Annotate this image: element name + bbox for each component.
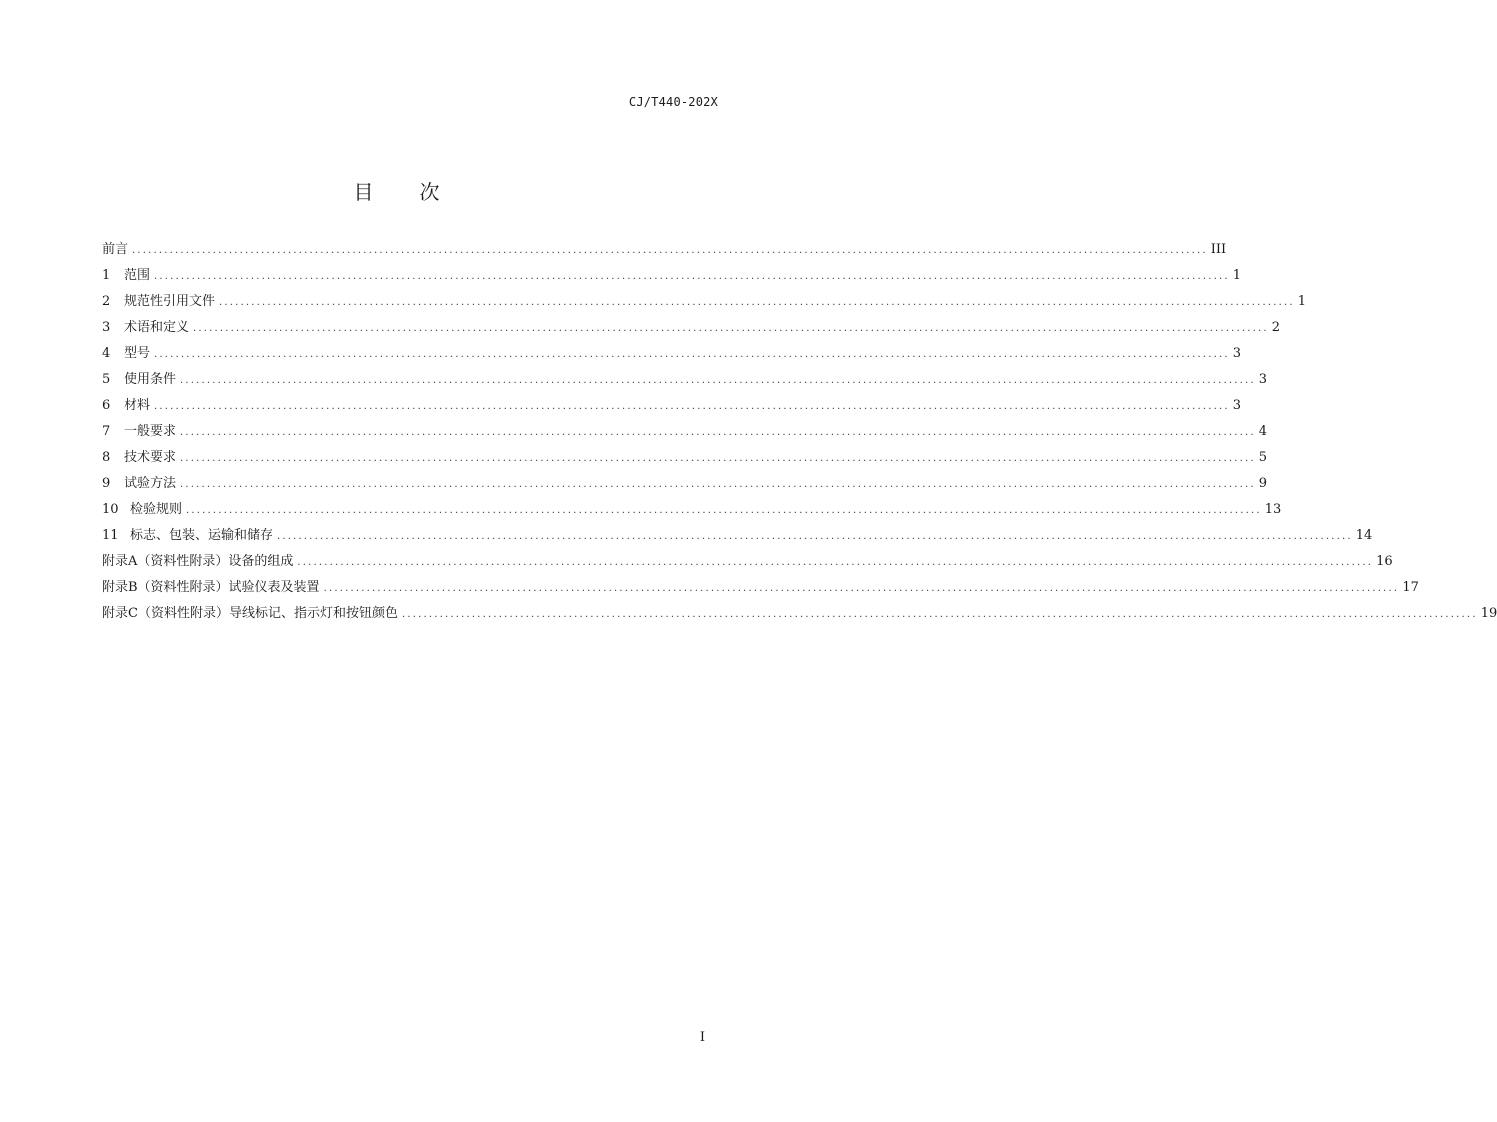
page-title: 目次 bbox=[353, 180, 486, 204]
toc-entry-page: 14 bbox=[1355, 528, 1373, 543]
toc-entry-number: 11 bbox=[102, 528, 119, 543]
toc-leader-dots: ........................................................................................................................................................................................................ bbox=[277, 531, 1353, 542]
toc-entry-label bbox=[102, 237, 128, 263]
toc-entry-label bbox=[102, 497, 182, 523]
toc-entry-page: 2 bbox=[1271, 320, 1281, 335]
toc-entry[interactable] bbox=[102, 237, 1227, 263]
toc-entry-text: 材料 bbox=[124, 398, 151, 413]
toc-entry-text: 使用条件 bbox=[124, 372, 177, 387]
toc-entry-number: 4 bbox=[102, 346, 111, 361]
toc-entry[interactable] bbox=[102, 393, 1242, 419]
toc-entry[interactable] bbox=[102, 341, 1242, 367]
toc-entry-page: 3 bbox=[1258, 372, 1268, 387]
toc-leader-dots: ........................................................................................................................................................................................................ bbox=[401, 609, 1478, 620]
toc-leader-dots: ........................................................................................................................................................................................................ bbox=[219, 297, 1295, 308]
toc-entry[interactable] bbox=[102, 445, 1268, 471]
table-of-contents bbox=[102, 237, 1497, 627]
toc-leader-dots: ........................................................................................................................................................................................................ bbox=[186, 505, 1262, 516]
toc-leader-dots: ........................................................................................................................................................................................................ bbox=[132, 245, 1208, 256]
toc-entry-page: 4 bbox=[1258, 424, 1268, 439]
toc-entry-label bbox=[102, 575, 320, 601]
toc-entry-page: 17 bbox=[1402, 580, 1419, 595]
toc-entry-page: 9 bbox=[1258, 476, 1268, 491]
toc-entry-number: 5 bbox=[102, 372, 111, 387]
toc-entry-page: 1 bbox=[1232, 268, 1242, 283]
toc-entry-text: 附录A（资料性附录）设备的组成 bbox=[102, 554, 294, 569]
toc-leader-dots: ........................................................................................................................................................................................................ bbox=[180, 375, 1256, 386]
toc-leader-dots: ........................................................................................................................................................................................................ bbox=[154, 349, 1230, 360]
toc-entry-text: 术语和定义 bbox=[124, 320, 190, 335]
toc-entry-text: 型号 bbox=[124, 346, 151, 361]
toc-entry-text: 附录C（资料性附录）导线标记、指示灯和按钮颜色 bbox=[102, 606, 398, 621]
toc-entry-label bbox=[102, 523, 273, 549]
toc-leader-dots: ........................................................................................................................................................................................................ bbox=[180, 479, 1256, 490]
toc-entry-page: 3 bbox=[1232, 346, 1242, 361]
toc-entry-label bbox=[102, 549, 293, 575]
toc-leader-dots: ........................................................................................................................................................................................................ bbox=[323, 583, 1400, 594]
standard-code: CJ/T440-202X bbox=[628, 95, 718, 109]
toc-entry-text: 标志、包装、运输和储存 bbox=[130, 528, 274, 543]
toc-leader-dots: ........................................................................................................................................................................................................ bbox=[297, 557, 1374, 568]
toc-entry-label bbox=[102, 315, 189, 341]
page-number: I bbox=[699, 1030, 705, 1045]
toc-leader-dots: ........................................................................................................................................................................................................ bbox=[154, 271, 1230, 282]
toc-entry[interactable] bbox=[102, 601, 1497, 627]
toc-entry-page: 13 bbox=[1264, 502, 1282, 517]
toc-entry[interactable] bbox=[102, 263, 1242, 289]
toc-entry-page: III bbox=[1210, 242, 1227, 257]
toc-entry-label bbox=[102, 289, 215, 315]
toc-entry-text: 前言 bbox=[102, 242, 129, 257]
toc-entry[interactable] bbox=[102, 575, 1419, 601]
toc-entry-text: 一般要求 bbox=[124, 424, 177, 439]
toc-entry-number: 8 bbox=[102, 450, 111, 465]
toc-entry-label bbox=[102, 263, 150, 289]
toc-entry-number: 6 bbox=[102, 398, 111, 413]
toc-entry-label bbox=[102, 341, 150, 367]
toc-entry-label bbox=[102, 471, 176, 497]
toc-entry-text: 附录B（资料性附录）试验仪表及装置 bbox=[102, 580, 320, 595]
toc-entry-label bbox=[102, 419, 176, 445]
toc-entry-number: 1 bbox=[102, 268, 111, 283]
toc-entry-text: 技术要求 bbox=[124, 450, 177, 465]
toc-entry-label bbox=[102, 601, 398, 627]
toc-entry[interactable] bbox=[102, 367, 1268, 393]
toc-leader-dots: ........................................................................................................................................................................................................ bbox=[180, 427, 1256, 438]
toc-entry-text: 规范性引用文件 bbox=[124, 294, 216, 309]
toc-entry[interactable] bbox=[102, 523, 1373, 549]
toc-entry[interactable] bbox=[102, 497, 1282, 523]
toc-entry-label bbox=[102, 445, 176, 471]
toc-entry-text: 检验规则 bbox=[130, 502, 183, 517]
toc-entry[interactable] bbox=[102, 315, 1281, 341]
toc-entry[interactable] bbox=[102, 419, 1268, 445]
toc-entry-number: 2 bbox=[102, 294, 111, 309]
toc-leader-dots: ........................................................................................................................................................................................................ bbox=[154, 401, 1230, 412]
toc-entry[interactable] bbox=[102, 549, 1393, 575]
toc-entry-text: 试验方法 bbox=[124, 476, 177, 491]
toc-leader-dots: ........................................................................................................................................................................................................ bbox=[193, 323, 1269, 334]
toc-entry-number: 10 bbox=[102, 502, 119, 517]
toc-entry-number: 3 bbox=[102, 320, 111, 335]
toc-entry-text: 范围 bbox=[124, 268, 151, 283]
toc-entry[interactable] bbox=[102, 471, 1268, 497]
toc-entry-page: 19 bbox=[1480, 606, 1497, 621]
toc-entry-label bbox=[102, 367, 176, 393]
toc-entry-page: 5 bbox=[1258, 450, 1268, 465]
toc-entry-number: 9 bbox=[102, 476, 111, 491]
toc-entry-page: 3 bbox=[1232, 398, 1242, 413]
toc-entry-page: 1 bbox=[1297, 294, 1307, 309]
toc-entry[interactable] bbox=[102, 289, 1307, 315]
toc-leader-dots: ........................................................................................................................................................................................................ bbox=[180, 453, 1256, 464]
toc-entry-label bbox=[102, 393, 150, 419]
toc-entry-page: 16 bbox=[1376, 554, 1393, 569]
toc-entry-number: 7 bbox=[102, 424, 111, 439]
